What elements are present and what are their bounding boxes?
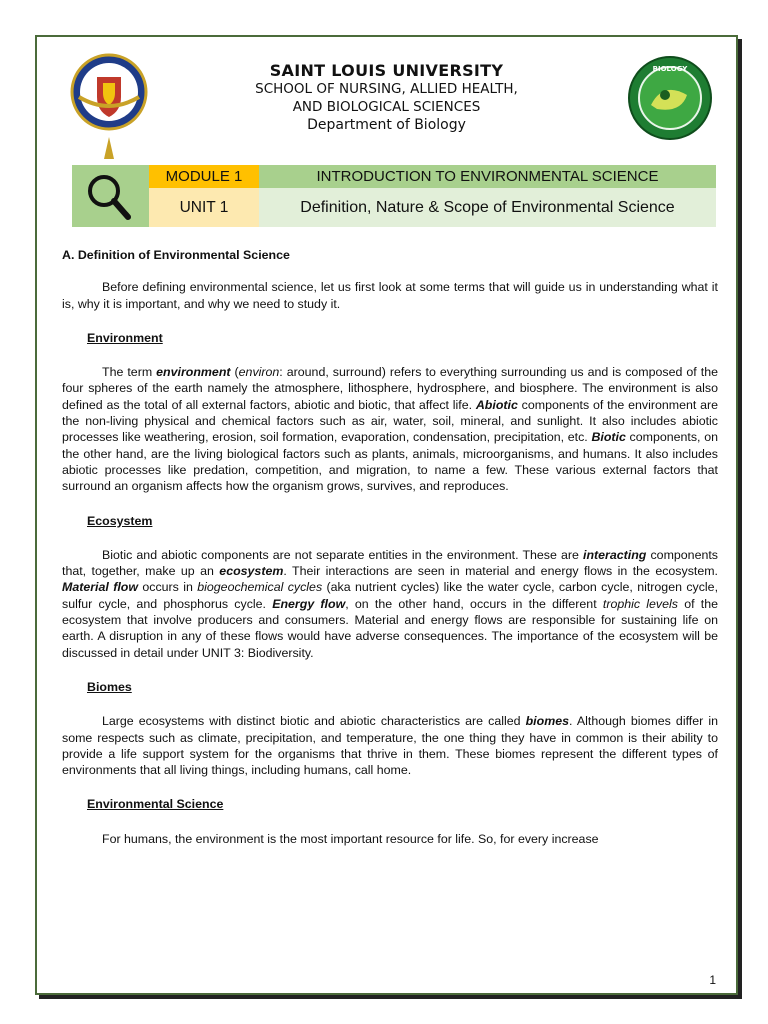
- environmental-science-heading: Environmental Science: [87, 797, 224, 812]
- module-banner: [72, 165, 716, 227]
- intro-paragraph: Before defining environmental science, let us first look at some terms that will guide us in understanding what it is, why it is important, and why we need to study it.: [62, 280, 718, 311]
- environmental-science-paragraph: For humans, the environment is the most important resource for life. So, for every increase: [102, 831, 599, 846]
- page-number: 1: [709, 973, 716, 987]
- biomes-paragraph: Large ecosystems with distinct biotic and abiotic characteristics are called biomes. Although biomes differ in some respects such as climate, precipitation, and temperature, the one thing they have in common is their ability to provide a life support system for the organisms that thrive in them. These biomes represent the different types of environments that all living things, including humans, call home.: [62, 714, 718, 778]
- page-frame: [35, 35, 738, 995]
- module-label: MODULE 1: [149, 165, 259, 188]
- module-title: INTRODUCTION TO ENVIRONMENTAL SCIENCE: [259, 165, 716, 188]
- unit-title: Definition, Nature & Scope of Environmental Science: [259, 188, 716, 227]
- department-name: Department of Biology: [307, 117, 466, 133]
- environment-paragraph: The term environment (environ: around, surround) refers to everything surrounding us and is composed of the four spheres of the earth namely the atmosphere, lithosphere, hydrosphere, and biosphere. The environment is also defined as the total of all external factors, abiotic and biotic, that affect life. Abiotic components of the environment are the non-living physical and chemical factors such as air, water, soil, mineral, and sunlight. It also includes abiotic processes like weathering, erosion, soil formation, evaporation, condensation, precipitation, etc. Biotic components, on the other hand, are the living biological factors such as plants, animals, microorganisms, and humans. It also includes abiotic processes like predation, competition, and migration, to name a few. These various external factors that surround an organism affects how the organism grows, survives, and reproduces.: [62, 365, 718, 494]
- document-body: [62, 247, 718, 847]
- university-name: SAINT LOUIS UNIVERSITY: [269, 61, 504, 80]
- unit-label: UNIT 1: [149, 188, 259, 227]
- magnifier-icon: [72, 165, 149, 227]
- school-name-line2: AND BIOLOGICAL SCIENCES: [292, 99, 481, 115]
- environment-heading: Environment: [87, 330, 163, 345]
- biology-logo-text: BIOLOGY: [652, 65, 688, 73]
- section-a-heading: A. Definition of Environmental Science: [62, 248, 290, 262]
- school-name-line1: SCHOOL OF NURSING, ALLIED HEALTH,: [255, 81, 518, 97]
- document-header: [37, 61, 736, 134]
- ecosystem-heading: Ecosystem: [87, 513, 153, 528]
- biomes-heading: Biomes: [87, 679, 132, 694]
- ecosystem-paragraph: Biotic and abiotic components are not separate entities in the environment. These are interacting components that, together, make up an ecosystem. Their interactions are seen in material and energy flows in the ecosystem. Material flow occurs in biogeochemical cycles (aka nutrient cycles) like the water cycle, carbon cycle, nitrogen cycle, sulfur cycle, and phosphorus cycle. Energy flow, on the other hand, occurs in the different trophic levels of the ecosystem that involve producers and consumers. Material and energy flows are responsible for sustaining life on earth. A disruption in any of these flows would have adverse consequences. The importance of the ecosystem will be discussed in detail under UNIT 3: Biodiversity.: [62, 547, 719, 660]
